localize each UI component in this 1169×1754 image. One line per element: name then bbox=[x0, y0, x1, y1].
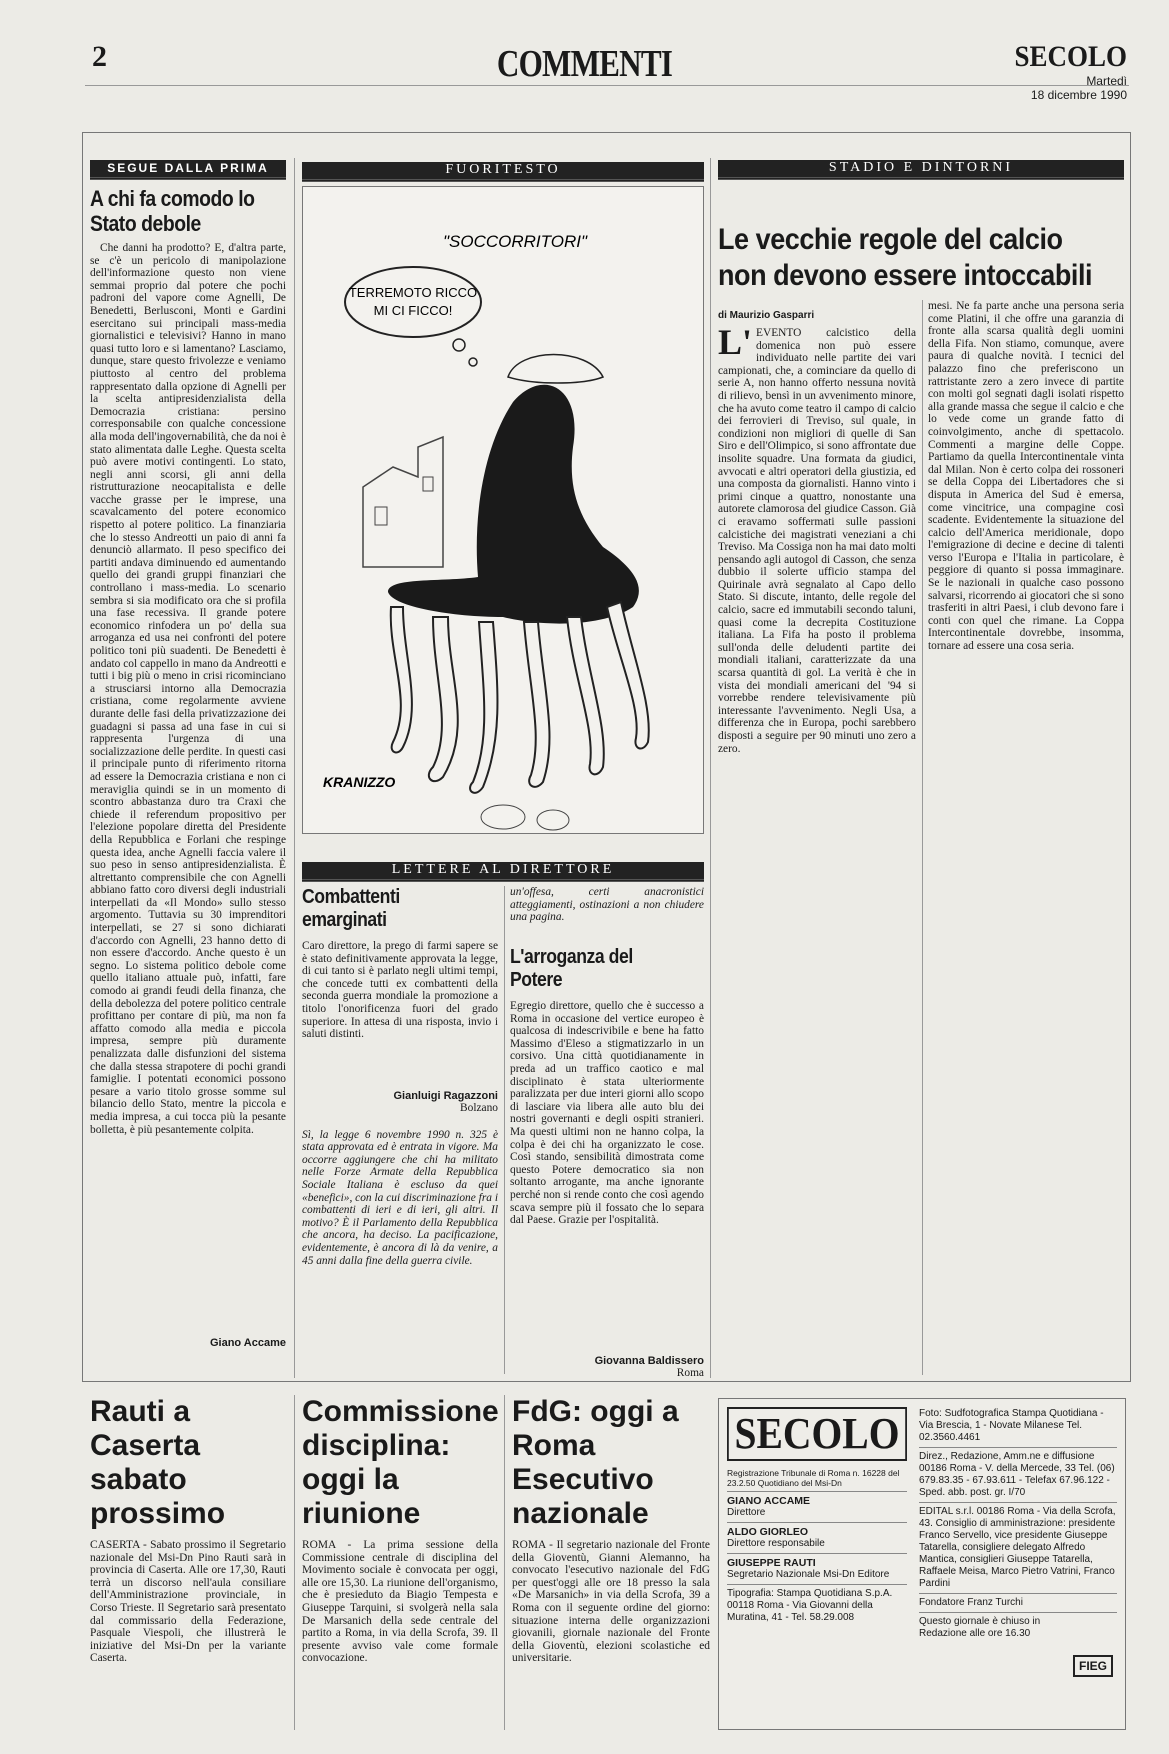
cartoon-frame bbox=[302, 186, 704, 834]
letter-1-body: Caro direttore, la prego di farmi sapere se è stato definitivamente approvata la legge, di cui tanto si è parlato negli ultimi tempi, che concede tutti ex combattenti della seconda guerra mondiale la promozione a titolo l'onorificenza fuori del grado superiore. In attesa di una risposta, invio i saluti distinti. bbox=[302, 940, 498, 1041]
masthead-day: Martedì bbox=[1086, 74, 1127, 88]
stadio-col-1 bbox=[718, 310, 916, 1387]
section-title: COMMENTI bbox=[496, 43, 673, 85]
beret bbox=[508, 355, 603, 384]
letter-2-body: Egregio direttore, quello che è successo a Roma in occasione del vertice europeo è qualcosa di indescrivibile e bene ha fatto Massimo d'Eleso a stigmatizzarlo in un corsivo. Una città quotidianamente in preda ad un traffico caotico e mal disciplinato è stata ulteriormente paralizzata per due interi giorni allo scopo di lasciare via libera alle auto blu dei nostri governanti e degli ospiti stranieri. Ma questi ultimi non ne hanno colpa, la colpa è dei chi ha organizzato le cose. Così stando, sensibilità dimostrata come questo Potere democratico sia non soltanto arrogante, ma anche ignorante perché non si rende conto che così agendo scava sempre più il fossato che lo separa dal Paese. Grazie per l'ospitalità. bbox=[510, 1000, 704, 1227]
speech-bubble-text: TERREMOTO RICCO bbox=[348, 285, 478, 300]
colophon-founder: Fondatore Franz Turchi bbox=[919, 1594, 1117, 1613]
letter-1-reply: Sì, la legge 6 novembre 1990 n. 325 è stata approvata ed è entrata in vigore. Ma occorre aggiungere che chi ha militato nelle Forze Armate della Repubblica Sociale Italiana è escluso da quei «benefici», con la cui discriminazione fra i combattenti di ieri e di ieri, gli altri. Il motivo? È il Parlamento della Repubblica che ancora, ha deciso. La pacificazione, evidentemente, è ancora di là da venire, a 45 anni dalla fine della guerra civile. bbox=[302, 1128, 498, 1267]
brief-fdg-title: FdG: oggi a Roma Esecutivo nazionale bbox=[512, 1395, 679, 1530]
left-signature: Giano Accame bbox=[209, 1337, 286, 1349]
letter-1-title: Combattenti emarginati bbox=[302, 886, 400, 931]
letter-2-title: L'arroganza del Potere bbox=[510, 946, 633, 991]
brief-fdg-body: ROMA - Il segretario nazionale del Fronte della Gioventù, Gianni Alemanno, ha convocato l'esecutivo nazionale del FdG per quest'oggi alle ore 18 presso la sala «De Marsanich» in via della Scrofa, 39 a Roma con il seguente ordine del giorno: situazione interna delle organizzazioni giovanili, giornale nazionale del Fronte della Gioventù, elezioni scolastiche ed universitarie. bbox=[512, 1539, 710, 1665]
masthead-date: 18 dicembre 1990 bbox=[1030, 88, 1127, 102]
colophon-right bbox=[919, 1405, 1117, 1673]
left-article-title: A chi fa comodo lo Stato debole bbox=[90, 186, 255, 236]
svg-text:MI CI FICCO!: MI CI FICCO! bbox=[373, 303, 453, 318]
stadio-col-1-text: EVENTO calcistico della domenica non può essere individuato nelle partite dei vari campionati, che, a cominciare da quello di serie A, non hanno offerto nessuna novità di rilievo, bensì in un avvenimento minore, che ha avuto come teatro il campo di calcio dei ferrovieri di Treviso, sul quale, in condizioni non migliori di quelle di San Siro e dell'Olimpico, si sono affrontate due insolite squadre. Una formata da giudici, avvocati e altri operatori della giustizia, ed una composta da giornalisti. Hanno vinto i primi cinque a quattro, nonostante una autorete clamorosa del giudice Casson. Già ci eravamo soffermati sulle passioni calcistiche dei magistrati veneziani a chi Treviso. Ma Cossiga non ha mai dato molti pensando agli autogol di Casson, che senza dubbio il solerte ufficio stampa del Quirinale avrà segnalato al Capo dello Stato. Si discute, intanto, delle regole del calcio, sacre ed immutabili secondo taluni, quasi come la decrepita Costituzione italiana. La Fifa ha posto il problema sull'onda delle deludenti partite dei mondiali italiani, caratterizzate da una scarsa quantità di gol. La verità è che in vista dei mondiali americani del '94 si vorrebbe rendere televisivamente più interessante l'avvenimento. Negli Usa, a differenza che in Europa, pochi sarebbero disposti a seguire per 90 minuti uno zero a zero. bbox=[718, 327, 916, 755]
brief-commissione bbox=[302, 1395, 498, 1735]
colophon-box bbox=[718, 1398, 1126, 1730]
letters-section bbox=[302, 862, 704, 1377]
cartoon-caption: "SOCCORRITORI" bbox=[443, 232, 587, 251]
masthead-logo: SECOLO bbox=[1014, 40, 1127, 73]
cartoon-section bbox=[302, 162, 704, 834]
brief-rauti-body: CASERTA - Sabato prossimo il Segretario nazionale del Msi-Dn Pino Rauti sarà in provincia di Caserta. Alle ore 17,30, Rauti terrà un discorso nell'aula consiliare dell'Amministrazione provinciale, in Corso Trieste. Il Segretario sarà presentato dal commissario della Federazione, Pasquale Viespoli, che illustrerà le iniziative del Msi-Dn per la variante Caserta. bbox=[90, 1539, 286, 1665]
colophon-person-1: GIANO ACCAME Direttore bbox=[727, 1492, 907, 1523]
stadio-col-1-body bbox=[718, 327, 916, 1387]
left-kicker: SEGUE DALLA PRIMA bbox=[90, 160, 286, 180]
octopus-tentacles bbox=[391, 602, 649, 793]
column-rule bbox=[294, 158, 295, 1378]
letter-1-place: Bolzano bbox=[460, 1102, 498, 1114]
brief-commissione-body: ROMA - La prima sessione della Commissione centrale di disciplina del Movimento sociale è convocata per oggi, alle ore 15,30. La riunione dell'organismo, che è presieduto da Biagio Tempesta e Giuseppe Tarquini, si svolgerà nella sala De Marsanich della sede centrale del partito a Roma, in via della Scrofa, 39. Il presente avviso vale come formale convocazione. bbox=[302, 1539, 498, 1665]
colophon-left bbox=[727, 1407, 907, 1627]
stadio-col-2: mesi. Ne fa parte anche una persona seria come Platini, il che offre una garanzia di fronte alla scarsa qualità degli uomini della Fifa. Non stiamo, comunque, avere paura di qualche novità. I tecnici del palazzo fino che preferiscono un rattristante zero a zero invece di partite con molti gol segnati dagli isolati rispetto alla grande massa che segue il calcio e che lo vede come un grande fatto di coinvolgimento, anche di spettacolo. Commenti a margine delle Coppe. Partiamo da quella Intercontinentale vinta dal Milan. Non è certo colpa dei rossoneri se della Coppa dei Libertadores che si disputa in America del Sud è emersa, come vincitrice, una compagine così scadente. Evidentemente la situazione del calcio dell'America meridionale, dopo l'emigrazione di decine e decine di talenti verso l'Europa e l'Italia in particolare, è peggiore di quanto si possa immaginare. Se le nazionali in qualche caso possono salvarsi, ricorrendo ai giocatori che si sono trasferiti in altri Paesi, i club devono fare i conti con quel che rimane. La Coppa Intercontinentale dovrebbe, insomma, tornare ad essere una cosa seria. bbox=[928, 300, 1124, 653]
colophon-person-2: ALDO GIORLEO Direttore responsabile bbox=[727, 1523, 907, 1554]
letter-2-place: Roma bbox=[676, 1367, 704, 1379]
colophon-edital: EDITAL s.r.l. 00186 Roma - Via della Scrofa, 43. Consiglio di amministrazione: presidente Franco Servello, vice presidente Giuseppe Tatarella, consigliere delegato Alfredo Mantica, consiglieri Giuseppe Tatarella, Raffaele Meisa, Marco Pietro Vatrini, Franco Pardini bbox=[919, 1503, 1117, 1594]
letters-rule bbox=[504, 886, 505, 1374]
colophon-person-3: GIUSEPPE RAUTI Segretario Nazionale Msi-Dn Editore bbox=[727, 1554, 907, 1585]
left-article bbox=[90, 160, 286, 1375]
colophon-closing: Questo giornale è chiuso in Redazione alle ore 16.30 bbox=[919, 1616, 1041, 1639]
letter-2 bbox=[510, 886, 704, 1380]
letter-1 bbox=[302, 886, 498, 1399]
stadio-bar: STADIO E DINTORNI bbox=[718, 160, 1124, 180]
letter-2-signature: Giovanna Baldissero bbox=[594, 1355, 704, 1367]
brief-rauti-title: Rauti a Caserta sabato prossimo bbox=[90, 1395, 226, 1530]
cartoon-bar: FUORITESTO bbox=[302, 162, 704, 182]
stadio-title: Le vecchie regole del calcio non devono essere intoccabili bbox=[718, 223, 1093, 292]
colophon-photo: Foto: Sudfotografica Stampa Quotidiana - Via Brescia, 1 - Novate Milanese Tel. 02.3560.4461 bbox=[919, 1405, 1117, 1448]
page-number: 2 bbox=[92, 40, 107, 73]
dropcap: L' bbox=[718, 327, 753, 362]
letters-bar: LETTERE AL DIRETTORE bbox=[302, 862, 704, 882]
colophon-direction: Direz., Redazione, Amm.ne e diffusione 00186 Roma - V. della Mercede, 33 Tel. (06) 679.83.35 - 67.93.611 - Telefax 67.96.122 - Sped. abb. post. gr. I/70 bbox=[919, 1448, 1117, 1503]
stadio-byline: di Maurizio Gasparri bbox=[718, 310, 815, 321]
stadio-rule bbox=[922, 300, 923, 1375]
fieg-logo: FIEG bbox=[1073, 1655, 1113, 1677]
left-article-body: Che danni ha prodotto? E, d'altra parte, se c'è un pericolo di manipolazione dell'informazione questo non viene semmai proprio dal potere che pochi padroni del vapore come Agnelli, De Benedetti, Berlusconi, Monti e Gardini esercitano sui principali mass-media giornalistici e televisivi? Hanno in mano quasi tutto loro e si lamentano? Lasciamo, dunque, stare questo frivolezze e veniamo piuttosto al centro del problema rappresentato dalla opzione di Agnelli per la scelta antipresidenzialista della Democrazia cristiana: persino corresponsabile con qualche concessione alla moda dell'ingovernabilità, che da noi è stato alimentata dalle Leghe. Questa scelta può avere motivi contingenti. Lo stato, negli anni scorsi, gli anni della ristrutturazione neocapitalista e delle vacche grasse per le imprese, una scavalcamento del potere economico rispetto al potere politico. La finanziaria che lo stesso Andreotti un paio di anni fa denunciò allarmato. Il peso specifico dei partiti andava diminuendo ed aumentando quello dei grandi gruppi finanziari che controllano i mass-media. Lo scenario sembra si sia modificato ora che si profila una fase recessiva. Il grande potere economico rinfodera un po' della sua arroganza ed usa nei confronti del potere politico toni più suadenti. De Benedetti è andato col cappello in mano da Andreotti e tutti i big più o meno in crisi ricominciano a strusciarsi intorno alla Democrazia cristiana, come regolarmente avviene durante delle fasi della privatizzazione dei guadagni si passa ad una fase in cui si rappresenta l'urgenza di una socializzazione delle perdite. In questi casi il principale punto di riferimento ritorna ad essere la Democrazia cristiana e non ci meraviglia quindi se in un momento di scontro abbastanza duro tra Craxi che chiede il referendum propositivo per l'elezione popolare diretta del Presidente della Repubblica e Forlani che respinge questa idea, anche Agnelli faccia valere il suo peso in senso antipresidenzialista. È altrettanto comprensibile che con Agnelli abbiano fatto coro diversi degli industriali interpellati da «Il Mondo» sullo stesso argomento. Tuttavia su 30 imprenditori interpellati, se 27 si sono dichiarati d'accordo con Agnelli, 23 hanno detto di non essere d'accordo. Anche questo è un segno. Lo sistema politico debole come quello italiano attuale può, infatti, fare comodo ai grandi feudi della finanza, che della debolezza del potere politico centrale profittano per contare di più, ma non fa affatto comodo alla media e piccola impresa, sempre più duramente penalizzata dalle disfunzioni del sistema che dalla stessa strapotere di pochi grandi famiglie. I potentati economici possono pesare a vario titolo grosse somme sul bilancio dello Stato, mentre la piccola e media impresa, a cui tocca più la pesante bolletta, è più pesantemente colpita. bbox=[90, 242, 286, 1136]
bottom-rule-2 bbox=[504, 1395, 505, 1730]
colophon-registration: Registrazione Tribunale di Roma n. 16228 del 23.2.50 Quotidiano del Msi-Dn bbox=[727, 1465, 907, 1492]
colophon-logo: SECOLO bbox=[727, 1407, 907, 1461]
speech-bubble bbox=[345, 267, 481, 337]
header-rule bbox=[85, 85, 1129, 86]
stadio-article bbox=[718, 160, 1124, 1378]
brief-rauti bbox=[90, 1395, 286, 1735]
cartoon-drawing bbox=[303, 187, 703, 833]
cartoon-signature: KRANIZZO bbox=[323, 774, 396, 790]
letter-1-signature: Gianluigi Ragazzoni bbox=[393, 1090, 498, 1102]
letter-1-reply-continued: un'offesa, certi anacronistici atteggiamenti, ostinazioni a non chiudere una pagina. bbox=[510, 886, 704, 924]
ruined-building bbox=[363, 437, 443, 567]
colophon-print: Tipografia: Stampa Quotidiana S.p.A. 00118 Roma - Via Giovanni della Muratina, 41 - Tel. 58.29.008 bbox=[727, 1588, 893, 1623]
masthead bbox=[1002, 40, 1127, 102]
column-rule-2 bbox=[710, 158, 711, 1378]
bottom-rule-1 bbox=[294, 1395, 295, 1730]
octopus-body bbox=[388, 385, 639, 624]
brief-commissione-title: Commissione disciplina: oggi la riunione bbox=[302, 1395, 499, 1530]
brief-fdg bbox=[512, 1395, 710, 1735]
